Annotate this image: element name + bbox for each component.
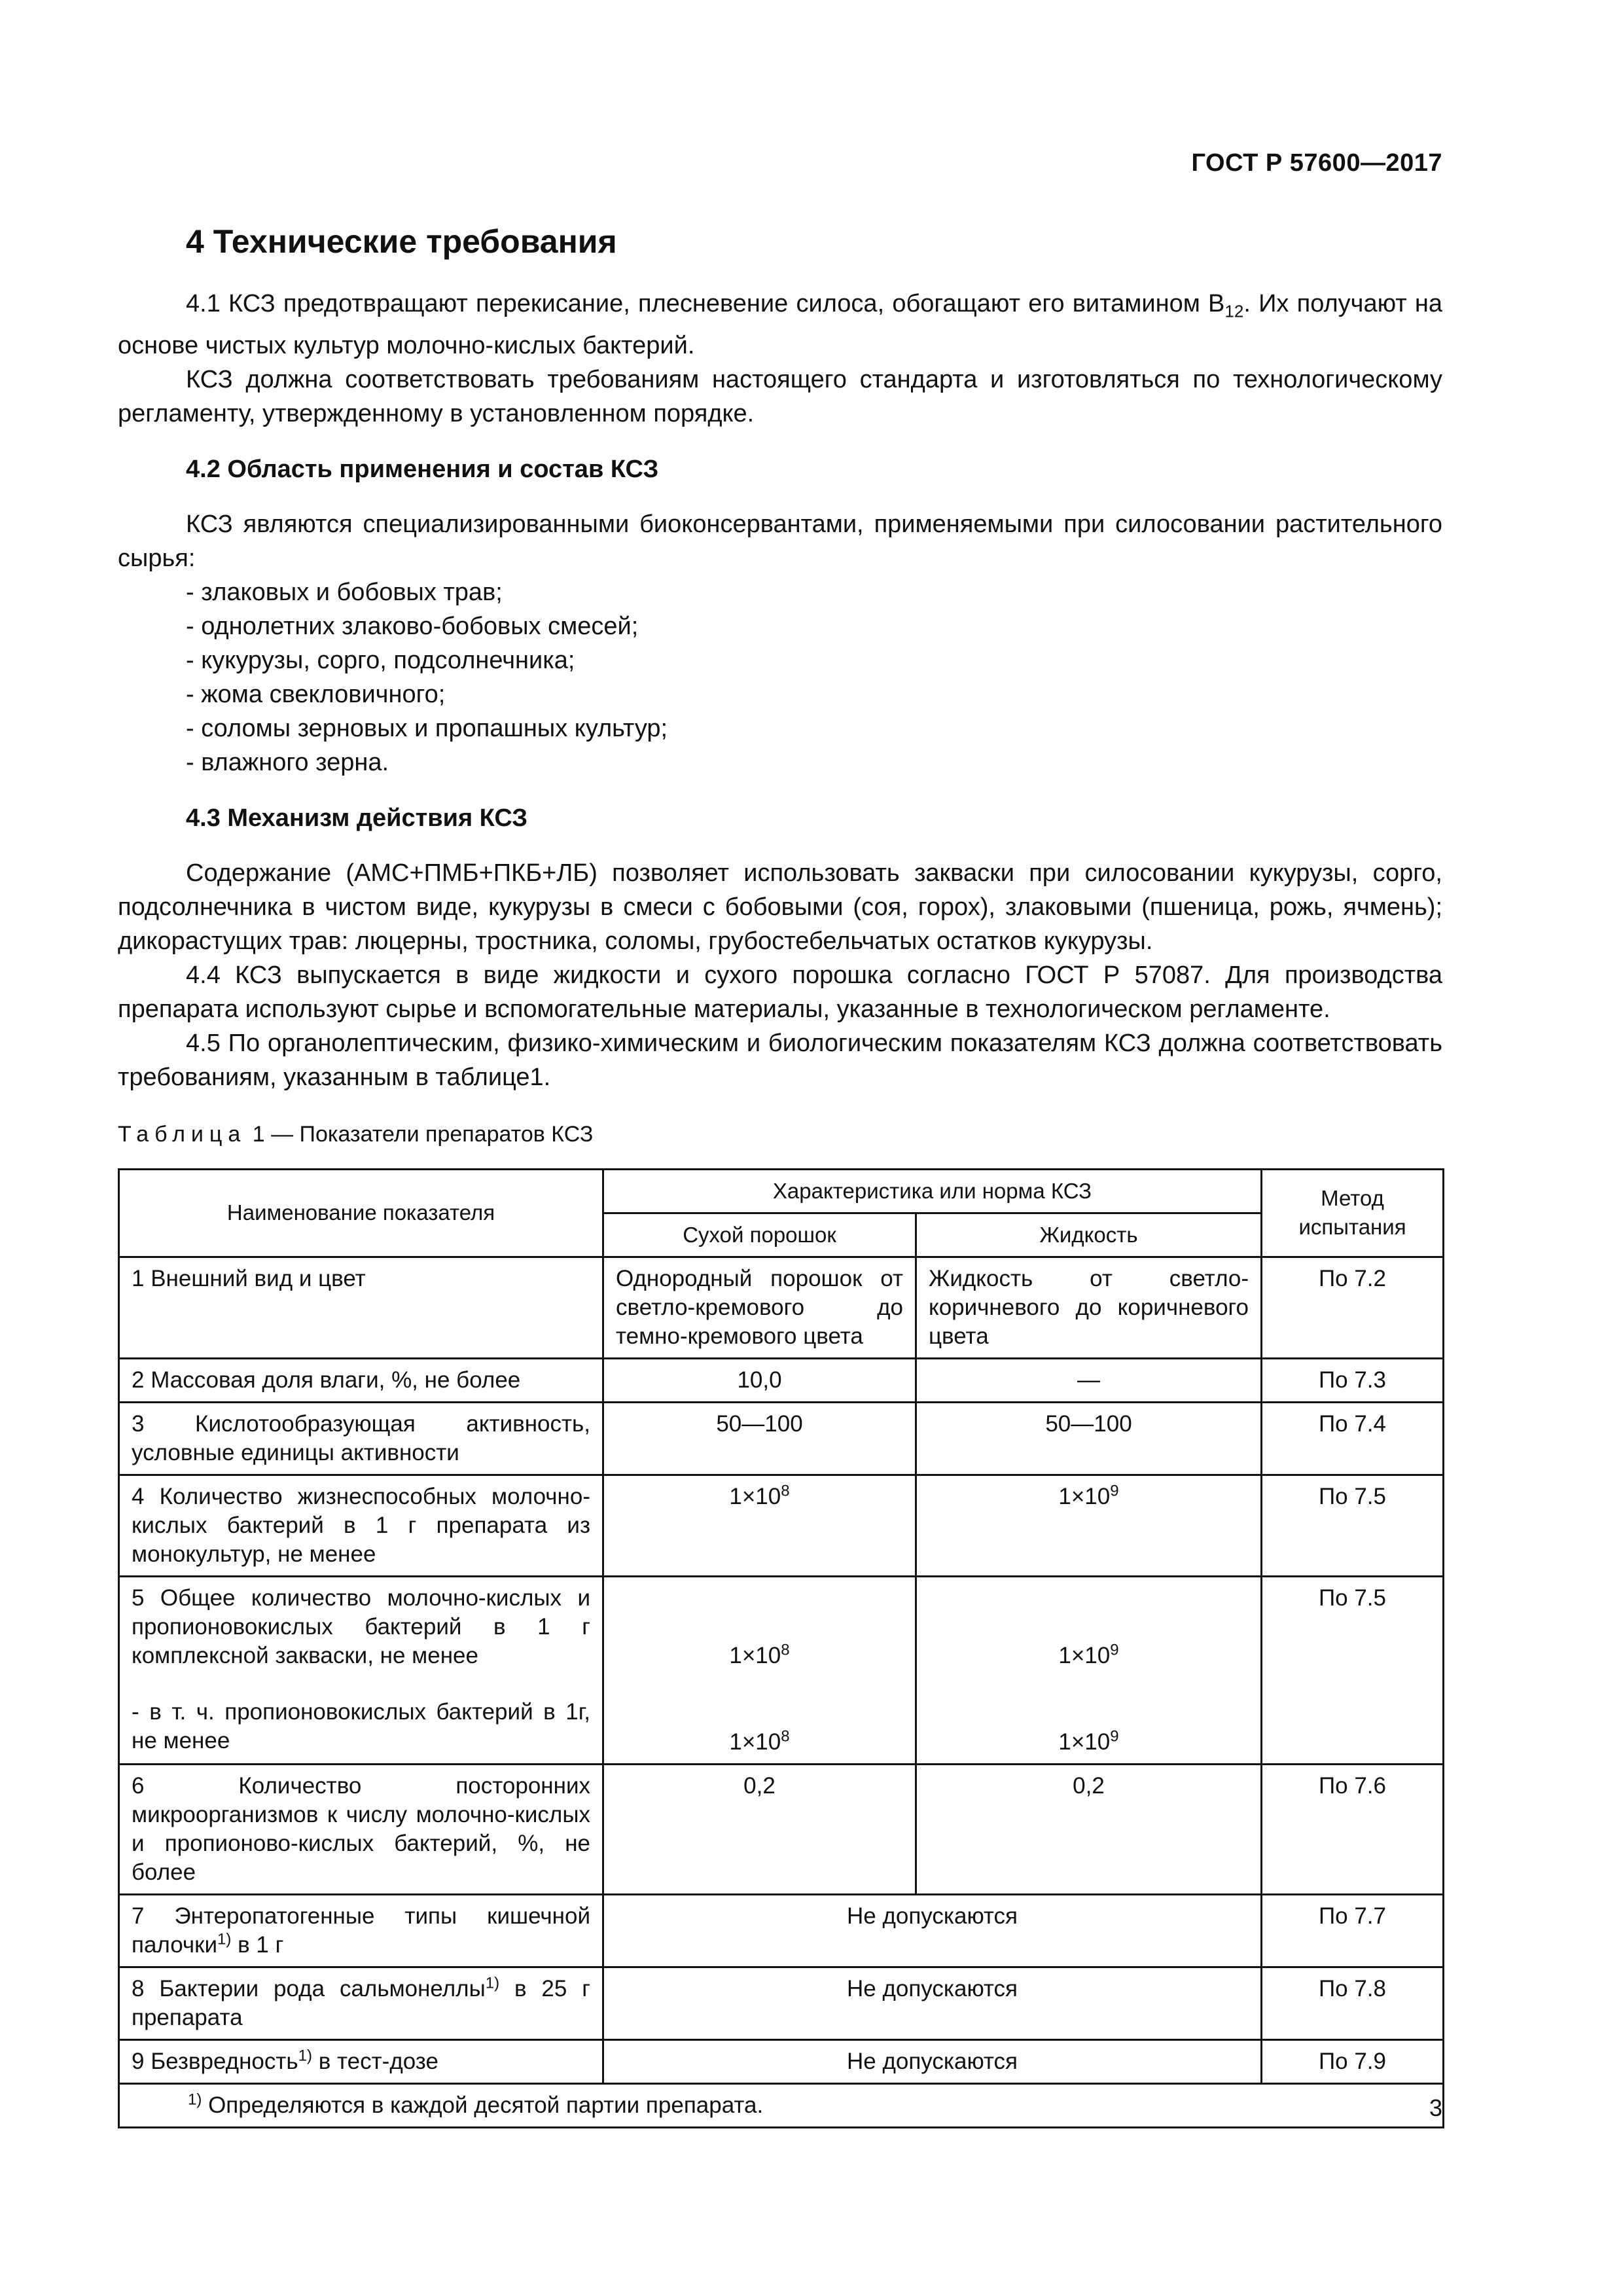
list-item: - кукурузы, сорго, подсолнечника; [186,646,575,674]
table-header-row [119,1169,1444,1213]
indicators-table [118,1168,1444,2128]
section-title: 4 Технические требования [186,223,617,260]
table-footnote: $^{1)}$ Определяются в каждой десятой партии препарата. [119,2083,1444,2127]
subsection-4-2-title: 4.2 Область применения и состав КСЗ [186,455,659,483]
paragraph-4-1-2: КСЗ должна соответствовать требованиям настоящего стандарта и изготовляться по технологическому регламенту, утвержденному в установленном порядке. [118,365,1442,427]
page-content [118,223,1442,2128]
header-characteristic: Характеристика или норма КСЗ [603,1169,1262,1213]
paragraph-4-4: 4.4 КСЗ выпускается в виде жидкости и сухого порошка согласно ГОСТ Р 57087. Для производства препарата используют сырье и вспомогательные материалы, указанные в технологическом регламенте. [118,961,1442,1023]
header-dry: Сухой порошок [603,1213,916,1257]
table-footnote-row [119,2083,1444,2127]
paragraph-4-2: КСЗ являются специализированными биоконсервантами, применяемыми при силосовании растительного сырья: [118,510,1442,572]
table-row: 3 Кислотообразующая активность, условные единицы активности 50—100 50—100 По 7.4 [119,1402,1444,1475]
list-item: - злаковых и бобовых трав; [186,578,503,606]
table-row: 8 Бактерии рода сальмонеллы$^{1)}$ в 25 г препарата Не допускаются По 7.8 [119,1967,1444,2039]
raw-materials-list [118,575,1442,780]
table-row: 6 Количество посторонних микроорганизмов к числу молочно-кислых и пропионово-кислых бактерий, %, не более 0,2 0,2 По 7.6 [119,1764,1444,1894]
document-code: ГОСТ Р 57600—2017 [1191,149,1442,177]
header-method: Метод испытания [1262,1169,1444,1257]
header-liquid: Жидкость [916,1213,1262,1257]
table-row: 9 Безвредность$^{1)}$ в тест-дозе Не допускаются По 7.9 [119,2039,1444,2083]
table-row: 2 Массовая доля влаги, %, не более 10,0 — По 7.3 [119,1358,1444,1402]
list-item: - соломы зерновых и пропашных культур; [186,714,668,742]
header-name: Наименование показателя [119,1169,603,1257]
paragraph-4-3: Содержание (АМС+ПМБ+ПКБ+ЛБ) позволяет использовать закваски при силосовании кукурузы, сорго, подсолнечника в чистом виде, кукурузы в смеси с бобовыми (соя, горох), злаковыми (пшеница, рожь, ячмень); дикорастущих трав: люцерны, тростника, соломы, грубостебельчатых остатков кукурузы. [118,859,1442,955]
table-caption: Таблица 1 — Показатели препаратов КСЗ [118,1121,594,1147]
subsection-4-3-title: 4.3 Механизм действия КСЗ [186,804,528,832]
paragraph-4-5: 4.5 По органолептическим, физико-химическим и биологическим показателям КСЗ должна соответствовать требованиям, указанным в таблице1. [118,1029,1442,1091]
list-item: - жома свекловичного; [186,680,446,708]
list-item: - влажного зерна. [186,748,389,776]
list-item: - однолетних злаково-бобовых смесей; [186,612,639,640]
table-row: 4 Количество жизнеспособных молочно-кислых бактерий в 1 г препарата из монокультур, не менее $1\times 10^8$ $1\times 10^9$ По 7.5 [119,1475,1444,1576]
page-number: 3 [1429,2094,1442,2121]
table-row: 1 Внешний вид и цвет Однородный порошок от светло-кремового до темно-кремового цвета Жидкость от светло-коричневого до коричневого цвета По 7.2 [119,1257,1444,1358]
table-row: 7 Энтеропатогенные типы кишечной палочки$^{1)}$ в 1 г Не допускаются По 7.7 [119,1894,1444,1967]
table-row: 5 Общее количество молочно-кислых и пропионовокислых бактерий в 1 г комплексной закваски, не менее - в т. ч. пропионовокислых бактерий в 1г, не менее $1\times 10^8$ $1\times 10^8$ $1\times 10^9$ $1\times 10^9$ По 7.5 [119,1576,1444,1764]
paragraph-4-1: 4.1 КСЗ предотвращают перекисание, плесневение силоса, обогащают его витамином $В_{12}$. Их получают на основе чистых культур молочно-кислых бактерий. [118,290,1443,359]
